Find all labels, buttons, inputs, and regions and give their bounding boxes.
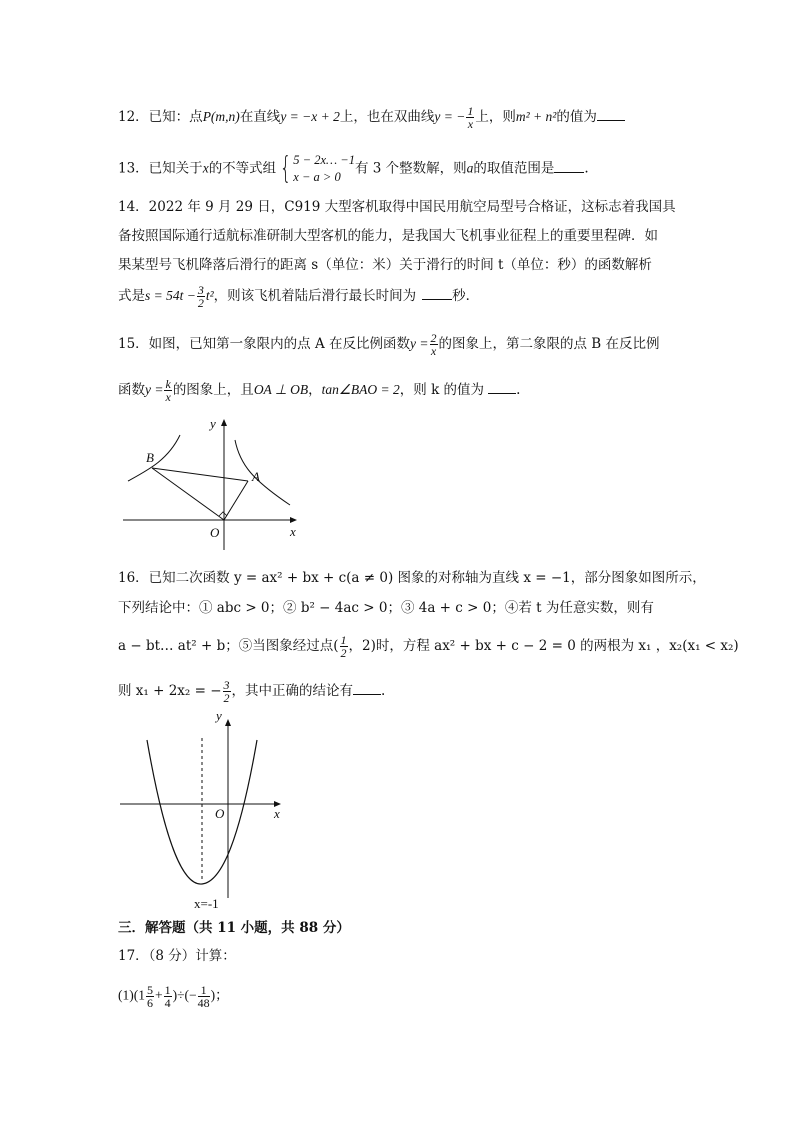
label-x: x (290, 524, 296, 539)
answer-blank (597, 106, 625, 121)
fraction-k-over-x: $\frac{k}{x}$ (165, 377, 171, 404)
label-x: x (274, 806, 280, 821)
label-a: A (252, 469, 260, 484)
question-16-line-2: 下列结论中：① abc > 0；② b² − 4ac > 0；③ 4a + c > 0；④若 t 为任意实数，则有 (118, 600, 654, 616)
section-3-title: 三．解答题（共 11 小题，共 88 分） (118, 920, 350, 936)
curve-k-over-x (128, 435, 180, 481)
label-y: y (210, 416, 216, 431)
question-16-line-3: a − bt… at² + b；⑤当图象经过点( $\frac{1}{2}$ ，2)时，方程 ax² + bx + c − 2 = 0 的两根为 x₁ ，x₂(x₁ < x₂) (118, 633, 739, 660)
curve-2-over-x (235, 440, 290, 505)
label-y: y (216, 708, 222, 723)
label-o: O (215, 806, 225, 821)
segment-oa (224, 481, 248, 520)
label-b: B (146, 450, 154, 465)
answer-blank (488, 379, 516, 394)
question-17-item-1: (1)(1 $\frac{5}{6}$ + $\frac{1}{4}$ )÷(− $\frac{1}{48}$ )； (118, 983, 229, 1010)
question-14-line-3: 果某型号飞机降落后滑行的距离 s（单位：米）关于滑行的时间 t（单位：秒）的函数解析 (118, 257, 652, 273)
fraction-1-over-x: $\frac{1}{x}$ (467, 104, 474, 131)
answer-blank (554, 158, 584, 173)
figure-16 (112, 708, 292, 913)
brace-icon: { (280, 151, 292, 186)
question-14-line-4: 式是s = 54t − $\frac{3}{2}$ t²，则该飞机着陆后滑行最长时间为 秒． (118, 283, 480, 310)
label-o: O (210, 525, 220, 540)
answer-blank (353, 680, 381, 695)
fraction-3-over-2: $\frac{3}{2}$ (223, 678, 230, 705)
label-symmetry: x=-1 (194, 896, 219, 911)
fraction-3-over-2: $\frac{3}{2}$ (197, 283, 204, 310)
right-angle-mark (219, 512, 227, 516)
question-15-line-2: 函数y = $\frac{k}{x}$ 的图象上，且OA ⊥ OB，tan∠BAO = 2，则 k 的值为 . (118, 377, 521, 404)
question-14-line-2: 备按照国际通行适航标准研制大型客机的能力，是我国大飞机事业征程上的重要里程碑．如 (118, 228, 658, 244)
question-14-line-1: 14．2022 年 9 月 29 日，C919 大型客机取得中国民用航空局型号合格证，这标志着我国具 (118, 199, 676, 215)
question-16-line-1: 16．已知二次函数 y = ax² + bx + c(a ≠ 0) 图象的对称轴为直线 x = −1，部分图象如图所示， (118, 570, 706, 586)
fraction-1-over-2: $\frac{1}{2}$ (340, 633, 347, 660)
question-16-line-4: 则 x₁ + 2x₂ = − $\frac{3}{2}$ ，其中正确的结论有 . (118, 678, 386, 705)
answer-blank (422, 285, 452, 300)
segment-ba (152, 468, 248, 481)
line-equation: y = −x + 2 (280, 109, 340, 124)
question-17-head: 17．（8 分）计算： (118, 948, 236, 964)
fraction-2-over-x: $\frac{2}{x}$ (430, 331, 437, 358)
inequality-system: 5 − 2x… −1 x − a > 0 (293, 153, 355, 184)
figure-15 (118, 410, 308, 560)
question-15-line-1: 15．如图，已知第一象限内的点 A 在反比例函数y = $\frac{2}{x}$ 的图象上，第二象限的点 B 在反比例 (118, 331, 660, 358)
question-12: 12．已知：点P(m,n)在直线y = −x + 2上，也在双曲线y = − $\frac{1}{x}$ 上，则m² + n²的值为 (118, 105, 625, 130)
point-p: P(m,n) (202, 109, 240, 124)
question-13: 13．已知关于x的不等式组 { 5 − 2x… −1 x − a > 0 有 3 个整数解，则a的取值范围是 . (118, 151, 589, 186)
